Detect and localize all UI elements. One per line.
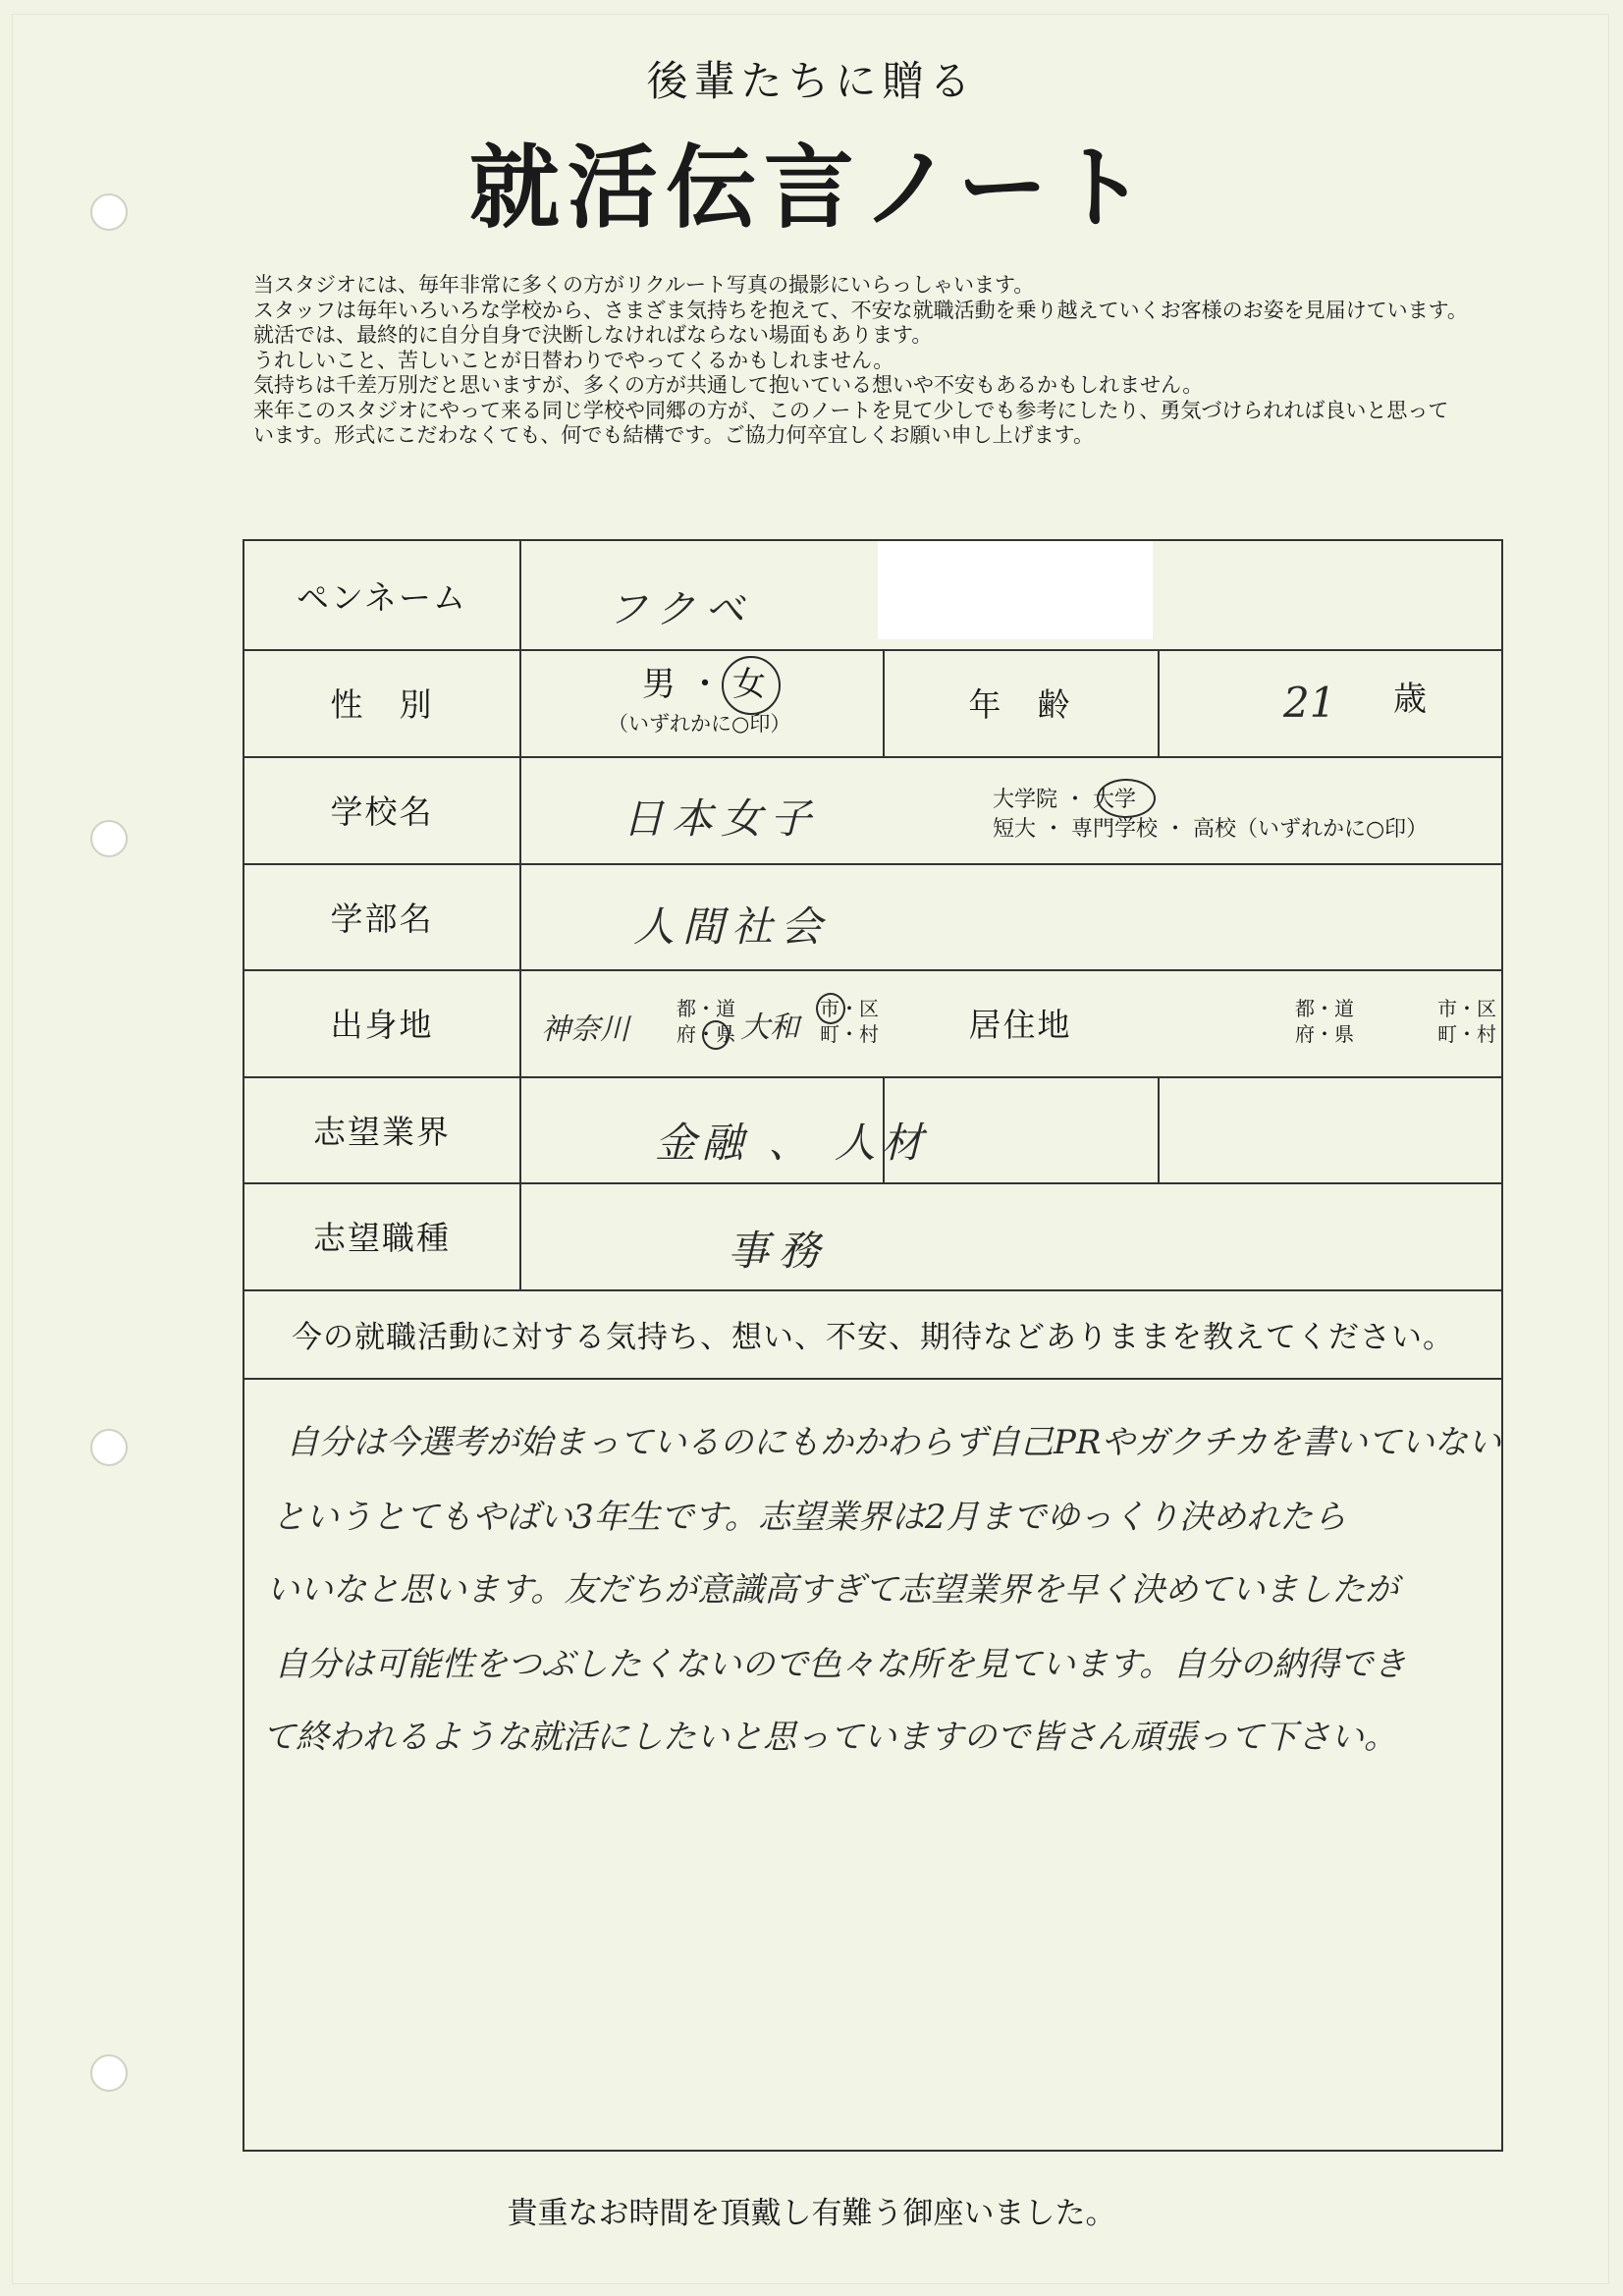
intro-line: 来年このスタジオにやって来る同じ学校や同郷の方が、このノートを見て少しでも参考にしたり、勇気づけられれば良いと思って <box>253 398 1449 422</box>
subtitle: 後輩たちに贈る <box>646 57 977 105</box>
hometown-label: 出身地 <box>330 1006 434 1044</box>
pref-suffix-bottom: 府・県 <box>1295 1022 1354 1046</box>
job-type-value: 事務 <box>728 1227 831 1275</box>
pen-name-label: ペンネーム <box>296 577 467 617</box>
intro-line: うれしいこと、苦しいことが日替わりでやってくるかもしれません。 <box>253 348 894 372</box>
page-title: 就活伝言ノート <box>468 136 1155 241</box>
intro-line: スタッフは毎年いろいろな学校から、さまざま気持ちを抱えて、不安な就職活動を乗り越えていくお客様のお姿を見届けています。 <box>253 298 1468 322</box>
pen-name-value: フクベ <box>608 587 754 632</box>
residence-label: 居住地 <box>968 1006 1072 1044</box>
industry-value: 金融 、 人材 <box>655 1119 929 1167</box>
col-divider <box>1158 1076 1160 1182</box>
binder-hole <box>90 820 128 857</box>
answer-line: 自分は可能性をつぶしたくないので色々な所を見ています。自分の納得でき <box>274 1645 1407 1684</box>
answer-line: て終われるような就活にしたいと思っていますので皆さん頑張って下さい。 <box>262 1718 1397 1757</box>
binder-hole <box>90 1429 128 1466</box>
row-divider <box>244 1378 1501 1380</box>
col-divider <box>519 541 521 1289</box>
intro-line: います。形式にこだわなくても、何でも結構です。ご協力何卒宜しくお願い申し上げます。 <box>253 423 1094 447</box>
col-divider <box>1158 649 1160 756</box>
gender-female: 女 <box>732 665 766 704</box>
gender-note: （いずれかに○印） <box>608 712 791 736</box>
age-label: 年 齢 <box>968 685 1072 724</box>
gender-dot: ・ <box>688 665 722 704</box>
form-table <box>243 539 1503 2152</box>
question-text: 今の就職活動に対する気持ち、想い、不安、期待などありままを教えてください。 <box>292 1319 1454 1355</box>
intro-line: 気持ちは千差万別だと思いますが、多くの方が共通して抱いている想いや不安もあるかもしれません。 <box>253 373 1204 397</box>
intro-text <box>253 273 1598 449</box>
gender-label: 性 別 <box>330 685 434 724</box>
city-suffix-top: 市・区 <box>820 997 879 1020</box>
school-types-line1: 大学院 ・ 大学 <box>993 788 1136 812</box>
gender-male: 男 <box>642 665 676 704</box>
hometown-pref-value: 神奈川 <box>541 1012 629 1047</box>
answer-line: 自分は今選考が始まっているのにもかかわらず自己PRやガクチカを書いていない <box>286 1423 1501 1462</box>
selection-circle <box>702 1020 730 1050</box>
age-unit: 歳 <box>1393 680 1427 719</box>
footer-message: 貴重なお時間を頂戴し有難う御座いました。 <box>507 2196 1116 2231</box>
selection-circle <box>1097 779 1156 818</box>
intro-line: 当スタジオには、毎年非常に多くの方がリクルート写真の撮影にいらっしゃいます。 <box>253 273 1035 297</box>
city-suffix-bottom: 町・村 <box>820 1022 879 1046</box>
selection-circle <box>816 993 845 1024</box>
city-suffix-bottom: 町・村 <box>1437 1022 1496 1046</box>
binder-hole <box>90 2054 128 2092</box>
faculty-value: 人間社会 <box>633 902 831 951</box>
pref-suffix-top: 都・道 <box>676 997 735 1020</box>
industry-label: 志望業界 <box>313 1112 451 1151</box>
school-value: 日本女子 <box>622 794 820 843</box>
age-value: 21 <box>1283 679 1336 727</box>
hometown-city-value: 大和 <box>740 1011 799 1045</box>
pref-suffix-top: 都・道 <box>1295 997 1354 1020</box>
job-type-label: 志望職種 <box>313 1219 451 1257</box>
faculty-label: 学部名 <box>330 899 434 938</box>
answer-line: というとてもやばい3年生です。志望業界は2月までゆっくり決めれたら <box>272 1498 1347 1537</box>
school-types-line2: 短大 ・ 専門学校 ・ 高校（いずれかに○印） <box>993 817 1429 842</box>
intro-line: 就活では、最終的に自分自身で決断しなければならない場面もあります。 <box>253 323 933 347</box>
answer-line: いいなと思います。友だちが意識高すぎて志望業界を早く決めていましたが <box>266 1570 1399 1610</box>
redacted-area <box>878 541 1153 639</box>
school-label: 学校名 <box>330 793 434 831</box>
selection-circle <box>722 656 781 715</box>
pref-suffix-bottom: 府・県 <box>676 1022 735 1046</box>
city-suffix-top: 市・区 <box>1437 997 1496 1020</box>
